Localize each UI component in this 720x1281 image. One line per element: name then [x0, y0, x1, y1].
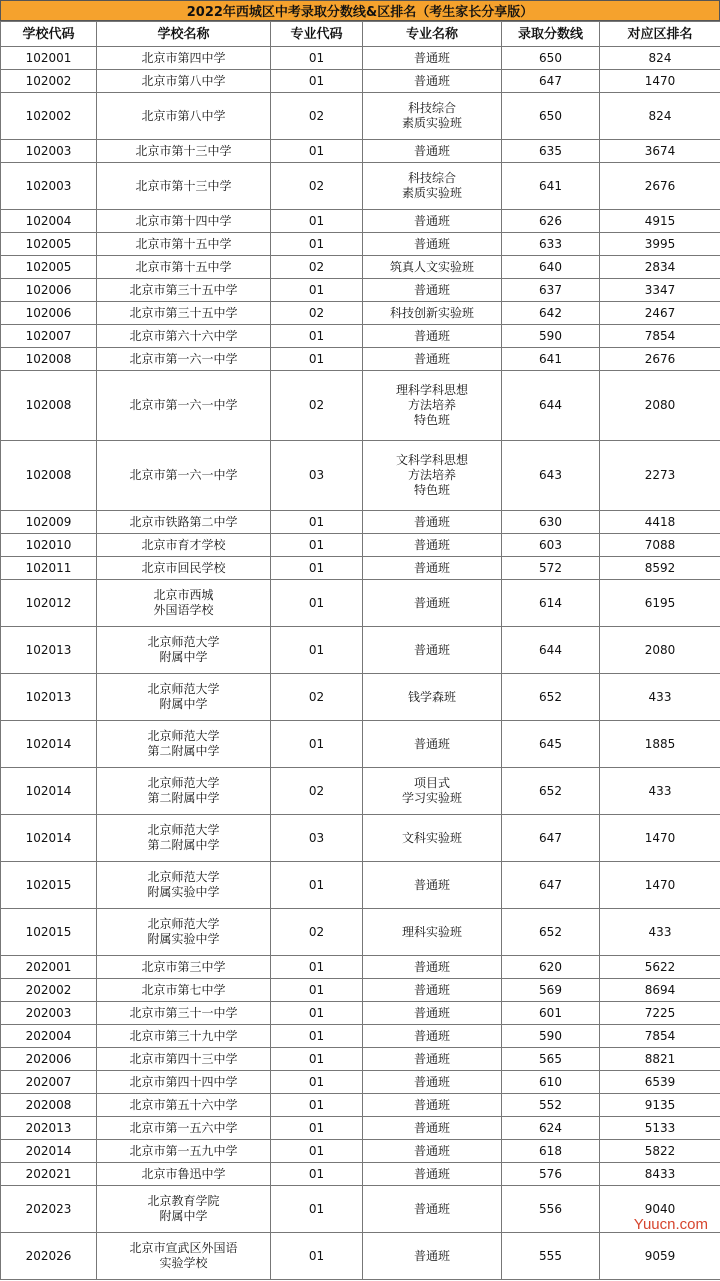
cell-school-name: 北京市第五十六中学 — [97, 1094, 271, 1117]
table-row — [1, 534, 720, 557]
cell-school-name: 北京市育才学校 — [97, 534, 271, 557]
table-row — [1, 47, 720, 70]
cell-school-name: 北京市第三中学 — [97, 956, 271, 979]
cell-major-name: 普通班 — [363, 979, 502, 1002]
table-row — [1, 140, 720, 163]
cell-school-code: 202026 — [1, 1233, 97, 1280]
cell-school-name: 北京市铁路第二中学 — [97, 511, 271, 534]
table-title: 2022年西城区中考录取分数线&区排名（考生家长分享版） — [0, 0, 720, 21]
cell-major-code: 01 — [271, 862, 363, 909]
cell-school-code: 102006 — [1, 279, 97, 302]
cell-score: 614 — [502, 580, 600, 627]
cell-major-code: 01 — [271, 210, 363, 233]
cell-major-name: 科技综合 素质实验班 — [363, 163, 502, 210]
cell-score: 603 — [502, 534, 600, 557]
cell-school-code: 102006 — [1, 302, 97, 325]
table-row — [1, 721, 720, 768]
cell-score: 626 — [502, 210, 600, 233]
cell-school-code: 102003 — [1, 163, 97, 210]
cell-rank: 8694 — [600, 979, 720, 1002]
cell-major-code: 01 — [271, 1002, 363, 1025]
cell-rank: 6539 — [600, 1071, 720, 1094]
cell-major-code: 01 — [271, 1140, 363, 1163]
cell-major-code: 01 — [271, 1186, 363, 1233]
cell-school-code: 102005 — [1, 233, 97, 256]
cell-school-name: 北京市回民学校 — [97, 557, 271, 580]
cell-score: 565 — [502, 1048, 600, 1071]
header-school-name: 学校名称 — [97, 22, 271, 47]
cell-rank: 1470 — [600, 815, 720, 862]
table-row — [1, 348, 720, 371]
cell-school-name: 北京市第一六一中学 — [97, 371, 271, 441]
cell-score: 610 — [502, 1071, 600, 1094]
cell-rank: 3995 — [600, 233, 720, 256]
cell-school-name: 北京师范大学 第二附属中学 — [97, 768, 271, 815]
header-major-code: 专业代码 — [271, 22, 363, 47]
cell-school-name: 北京市第八中学 — [97, 70, 271, 93]
table-row — [1, 1002, 720, 1025]
cell-major-name: 科技综合 素质实验班 — [363, 93, 502, 140]
cell-rank: 9040 — [600, 1186, 720, 1233]
cell-school-code: 102014 — [1, 768, 97, 815]
cell-school-name: 北京市第六十六中学 — [97, 325, 271, 348]
cell-school-code: 202013 — [1, 1117, 97, 1140]
cell-school-name: 北京市第三十五中学 — [97, 279, 271, 302]
table-row — [1, 862, 720, 909]
cell-school-name: 北京市宣武区外国语 实验学校 — [97, 1233, 271, 1280]
cell-rank: 8592 — [600, 557, 720, 580]
cell-rank: 433 — [600, 674, 720, 721]
cell-major-name: 普通班 — [363, 210, 502, 233]
cell-major-code: 01 — [271, 1071, 363, 1094]
cell-school-name: 北京市第十五中学 — [97, 233, 271, 256]
cell-major-name: 普通班 — [363, 70, 502, 93]
header-school-code: 学校代码 — [1, 22, 97, 47]
cell-major-code: 01 — [271, 956, 363, 979]
cell-school-code: 102008 — [1, 441, 97, 511]
cell-major-code: 01 — [271, 1163, 363, 1186]
table-row — [1, 979, 720, 1002]
cell-major-code: 01 — [271, 511, 363, 534]
table-row — [1, 768, 720, 815]
cell-major-name: 钱学森班 — [363, 674, 502, 721]
cell-school-name: 北京市鲁迅中学 — [97, 1163, 271, 1186]
cell-rank: 3347 — [600, 279, 720, 302]
cell-major-name: 普通班 — [363, 1117, 502, 1140]
cell-score: 637 — [502, 279, 600, 302]
cell-school-name: 北京市第三十一中学 — [97, 1002, 271, 1025]
cell-school-code: 102009 — [1, 511, 97, 534]
cell-rank: 8821 — [600, 1048, 720, 1071]
cell-rank: 2080 — [600, 627, 720, 674]
cell-score: 556 — [502, 1186, 600, 1233]
cell-score: 650 — [502, 93, 600, 140]
table-row — [1, 627, 720, 674]
cell-school-code: 202008 — [1, 1094, 97, 1117]
cell-major-name: 普通班 — [363, 1140, 502, 1163]
cell-rank: 9059 — [600, 1233, 720, 1280]
cell-school-name: 北京市第十三中学 — [97, 140, 271, 163]
cell-school-name: 北京师范大学 附属中学 — [97, 674, 271, 721]
cell-major-code: 01 — [271, 70, 363, 93]
table-row — [1, 279, 720, 302]
cell-score: 644 — [502, 371, 600, 441]
cell-major-name: 普通班 — [363, 1025, 502, 1048]
cell-major-name: 普通班 — [363, 721, 502, 768]
cell-school-code: 102008 — [1, 348, 97, 371]
cell-major-code: 02 — [271, 909, 363, 956]
cell-school-code: 202007 — [1, 1071, 97, 1094]
cell-school-code: 102003 — [1, 140, 97, 163]
table-row — [1, 511, 720, 534]
cell-score: 635 — [502, 140, 600, 163]
cell-major-name: 普通班 — [363, 627, 502, 674]
cell-score: 647 — [502, 815, 600, 862]
cell-rank: 5822 — [600, 1140, 720, 1163]
cell-school-name: 北京师范大学 附属中学 — [97, 627, 271, 674]
cell-rank: 2676 — [600, 163, 720, 210]
cell-school-code: 202023 — [1, 1186, 97, 1233]
header-score: 录取分数线 — [502, 22, 600, 47]
table-row — [1, 1163, 720, 1186]
cell-major-code: 01 — [271, 47, 363, 70]
cell-major-code: 03 — [271, 441, 363, 511]
cell-rank: 3674 — [600, 140, 720, 163]
cell-rank: 824 — [600, 47, 720, 70]
cell-score: 642 — [502, 302, 600, 325]
cell-rank: 7854 — [600, 325, 720, 348]
cell-school-code: 102008 — [1, 371, 97, 441]
cell-major-code: 02 — [271, 93, 363, 140]
table-row — [1, 371, 720, 441]
cell-score: 624 — [502, 1117, 600, 1140]
cell-school-name: 北京市第一六一中学 — [97, 441, 271, 511]
table-row — [1, 210, 720, 233]
cell-major-code: 02 — [271, 163, 363, 210]
cell-major-code: 01 — [271, 534, 363, 557]
cell-score: 552 — [502, 1094, 600, 1117]
cell-score: 555 — [502, 1233, 600, 1280]
table-row — [1, 256, 720, 279]
cell-major-code: 02 — [271, 256, 363, 279]
cell-major-name: 普通班 — [363, 140, 502, 163]
cell-school-name: 北京师范大学 第二附属中学 — [97, 815, 271, 862]
cell-school-name: 北京市第四中学 — [97, 47, 271, 70]
table-row — [1, 674, 720, 721]
cell-rank: 2467 — [600, 302, 720, 325]
cell-school-code: 202003 — [1, 1002, 97, 1025]
cell-major-name: 普通班 — [363, 1163, 502, 1186]
table-row — [1, 233, 720, 256]
cell-school-name: 北京师范大学 第二附属中学 — [97, 721, 271, 768]
cell-score: 650 — [502, 47, 600, 70]
cell-major-code: 02 — [271, 768, 363, 815]
cell-major-code: 02 — [271, 371, 363, 441]
cell-school-name: 北京市第三十九中学 — [97, 1025, 271, 1048]
cell-rank: 4915 — [600, 210, 720, 233]
cell-school-name: 北京市第四十四中学 — [97, 1071, 271, 1094]
cell-major-name: 普通班 — [363, 1094, 502, 1117]
cell-school-name: 北京市第一五六中学 — [97, 1117, 271, 1140]
cell-major-name: 普通班 — [363, 1071, 502, 1094]
table-row — [1, 163, 720, 210]
cell-school-code: 102002 — [1, 93, 97, 140]
cell-school-name: 北京市第八中学 — [97, 93, 271, 140]
cell-school-name: 北京市第一六一中学 — [97, 348, 271, 371]
cell-rank: 8433 — [600, 1163, 720, 1186]
cell-score: 618 — [502, 1140, 600, 1163]
cell-school-code: 202006 — [1, 1048, 97, 1071]
table-row — [1, 93, 720, 140]
cell-major-code: 01 — [271, 233, 363, 256]
cell-score: 652 — [502, 674, 600, 721]
cell-school-code: 102014 — [1, 815, 97, 862]
cell-rank: 433 — [600, 909, 720, 956]
cell-school-code: 102004 — [1, 210, 97, 233]
table-row — [1, 580, 720, 627]
cell-school-name: 北京教育学院 附属中学 — [97, 1186, 271, 1233]
cell-major-code: 01 — [271, 627, 363, 674]
cell-major-code: 01 — [271, 1117, 363, 1140]
cell-major-code: 01 — [271, 140, 363, 163]
cell-major-name: 普通班 — [363, 534, 502, 557]
cell-school-name: 北京市第十五中学 — [97, 256, 271, 279]
cell-score: 644 — [502, 627, 600, 674]
cell-school-name: 北京市第四十三中学 — [97, 1048, 271, 1071]
cell-school-code: 102011 — [1, 557, 97, 580]
cell-major-name: 项目式 学习实验班 — [363, 768, 502, 815]
cell-major-code: 01 — [271, 325, 363, 348]
cell-rank: 2676 — [600, 348, 720, 371]
cell-rank: 2273 — [600, 441, 720, 511]
cell-major-code: 01 — [271, 1025, 363, 1048]
cell-score: 601 — [502, 1002, 600, 1025]
table-row — [1, 815, 720, 862]
cell-score: 576 — [502, 1163, 600, 1186]
table-row — [1, 441, 720, 511]
cell-major-name: 文科实验班 — [363, 815, 502, 862]
cell-major-code: 01 — [271, 580, 363, 627]
cell-major-name: 理科学科思想 方法培养 特色班 — [363, 371, 502, 441]
cell-school-name: 北京市第十四中学 — [97, 210, 271, 233]
table-row — [1, 1117, 720, 1140]
cell-score: 641 — [502, 163, 600, 210]
cell-major-code: 01 — [271, 979, 363, 1002]
cell-major-name: 普通班 — [363, 511, 502, 534]
table-row — [1, 1233, 720, 1280]
table-row — [1, 956, 720, 979]
cell-major-name: 普通班 — [363, 1002, 502, 1025]
cell-major-name: 文科学科思想 方法培养 特色班 — [363, 441, 502, 511]
cell-school-code: 102002 — [1, 70, 97, 93]
cell-major-name: 普通班 — [363, 862, 502, 909]
cell-school-code: 102007 — [1, 325, 97, 348]
table-row — [1, 325, 720, 348]
cell-rank: 6195 — [600, 580, 720, 627]
cell-school-code: 102001 — [1, 47, 97, 70]
table-row — [1, 1186, 720, 1233]
cell-score: 652 — [502, 909, 600, 956]
cell-school-code: 202002 — [1, 979, 97, 1002]
cell-school-name: 北京市西城 外国语学校 — [97, 580, 271, 627]
cell-rank: 9135 — [600, 1094, 720, 1117]
cell-school-name: 北京市第七中学 — [97, 979, 271, 1002]
cell-rank: 5622 — [600, 956, 720, 979]
table-row — [1, 909, 720, 956]
table-row — [1, 557, 720, 580]
cell-school-code: 102012 — [1, 580, 97, 627]
cell-major-code: 03 — [271, 815, 363, 862]
cell-major-name: 普通班 — [363, 1233, 502, 1280]
cell-rank: 7225 — [600, 1002, 720, 1025]
cell-major-name: 普通班 — [363, 348, 502, 371]
cell-school-code: 102010 — [1, 534, 97, 557]
cell-major-code: 02 — [271, 674, 363, 721]
cell-score: 640 — [502, 256, 600, 279]
cell-score: 652 — [502, 768, 600, 815]
cell-score: 645 — [502, 721, 600, 768]
table-row — [1, 1140, 720, 1163]
cell-major-code: 01 — [271, 1048, 363, 1071]
cell-school-code: 202014 — [1, 1140, 97, 1163]
cell-major-name: 普通班 — [363, 1186, 502, 1233]
cell-major-code: 01 — [271, 557, 363, 580]
cell-major-name: 科技创新实验班 — [363, 302, 502, 325]
header-rank: 对应区排名 — [600, 22, 720, 47]
cell-score: 569 — [502, 979, 600, 1002]
table-row — [1, 70, 720, 93]
cell-school-name: 北京师范大学 附属实验中学 — [97, 862, 271, 909]
cell-school-code: 102005 — [1, 256, 97, 279]
cell-major-code: 01 — [271, 279, 363, 302]
header-row — [1, 22, 720, 47]
cell-rank: 1470 — [600, 70, 720, 93]
cell-major-name: 普通班 — [363, 1048, 502, 1071]
table-row — [1, 1094, 720, 1117]
cell-major-code: 01 — [271, 1094, 363, 1117]
cell-rank: 1470 — [600, 862, 720, 909]
cell-rank: 5133 — [600, 1117, 720, 1140]
cell-school-code: 102014 — [1, 721, 97, 768]
cell-school-code: 102015 — [1, 862, 97, 909]
cell-score: 630 — [502, 511, 600, 534]
cell-major-code: 01 — [271, 721, 363, 768]
cell-rank: 2834 — [600, 256, 720, 279]
cell-school-code: 202021 — [1, 1163, 97, 1186]
cell-rank: 7854 — [600, 1025, 720, 1048]
cell-score: 620 — [502, 956, 600, 979]
cell-rank: 7088 — [600, 534, 720, 557]
cell-score: 572 — [502, 557, 600, 580]
table-row — [1, 1071, 720, 1094]
cell-school-name: 北京市第十三中学 — [97, 163, 271, 210]
cell-major-name: 普通班 — [363, 580, 502, 627]
cell-school-code: 102013 — [1, 627, 97, 674]
cell-score: 643 — [502, 441, 600, 511]
cell-major-name: 普通班 — [363, 956, 502, 979]
cell-score: 590 — [502, 1025, 600, 1048]
table-body — [1, 47, 720, 1280]
cell-rank: 2080 — [600, 371, 720, 441]
cell-school-code: 102013 — [1, 674, 97, 721]
cell-major-name: 普通班 — [363, 47, 502, 70]
watermark-logo: Yuucn.com — [633, 1216, 708, 1233]
cell-major-name: 筑真人文实验班 — [363, 256, 502, 279]
cell-school-code: 102015 — [1, 909, 97, 956]
cell-school-name: 北京市第一五九中学 — [97, 1140, 271, 1163]
admission-score-table — [0, 21, 720, 1280]
header-major-name: 专业名称 — [363, 22, 502, 47]
cell-major-name: 普通班 — [363, 557, 502, 580]
cell-school-code: 202001 — [1, 956, 97, 979]
cell-major-code: 01 — [271, 348, 363, 371]
cell-major-code: 02 — [271, 302, 363, 325]
cell-major-name: 普通班 — [363, 279, 502, 302]
cell-score: 641 — [502, 348, 600, 371]
table-row — [1, 1048, 720, 1071]
cell-major-name: 理科实验班 — [363, 909, 502, 956]
cell-rank: 4418 — [600, 511, 720, 534]
cell-score: 647 — [502, 70, 600, 93]
table-row — [1, 1025, 720, 1048]
cell-school-name: 北京市第三十五中学 — [97, 302, 271, 325]
cell-major-name: 普通班 — [363, 233, 502, 256]
cell-major-name: 普通班 — [363, 325, 502, 348]
table-row — [1, 302, 720, 325]
cell-score: 647 — [502, 862, 600, 909]
cell-school-code: 202004 — [1, 1025, 97, 1048]
cell-score: 633 — [502, 233, 600, 256]
cell-major-code: 01 — [271, 1233, 363, 1280]
cell-score: 590 — [502, 325, 600, 348]
cell-school-name: 北京师范大学 附属实验中学 — [97, 909, 271, 956]
cell-rank: 433 — [600, 768, 720, 815]
cell-rank: 1885 — [600, 721, 720, 768]
cell-rank: 824 — [600, 93, 720, 140]
